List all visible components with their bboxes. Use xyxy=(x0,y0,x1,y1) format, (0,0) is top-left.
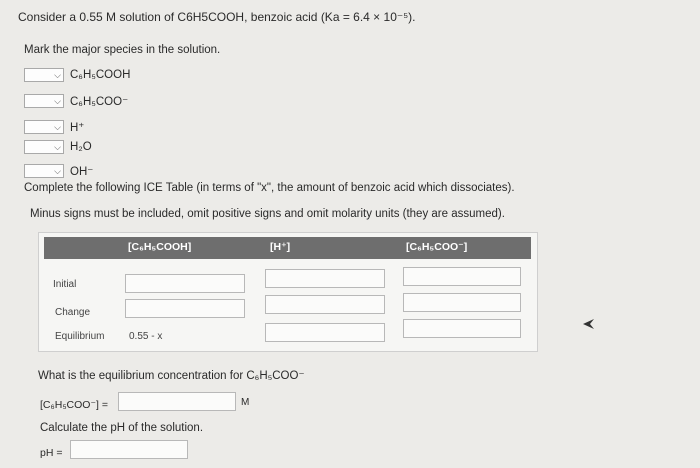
species-row-hydrogen-ion xyxy=(24,118,84,136)
species-row-benzoic-acid xyxy=(24,66,130,84)
species-select-hydrogen-ion[interactable] xyxy=(24,120,64,134)
row-label-change: Change xyxy=(55,307,91,318)
species-select-water[interactable] xyxy=(24,140,64,154)
chevron-down-icon: ⌵ xyxy=(54,70,61,80)
input-change-benzoic-acid[interactable] xyxy=(125,299,245,318)
ice-table xyxy=(38,232,538,352)
ph-input[interactable] xyxy=(70,440,188,459)
species-select-benzoate[interactable] xyxy=(24,94,64,108)
ice-instruction: Complete the following ICE Table (in terms of "x", the amount of benzoic acid which dissociates). xyxy=(24,182,515,194)
species-label: H⁺ xyxy=(70,122,85,134)
ph-answer-label: pH = xyxy=(40,447,63,459)
species-label: H₂O xyxy=(70,141,92,153)
input-change-hydrogen-ion[interactable] xyxy=(265,295,385,314)
species-label: C₆H₅COO⁻ xyxy=(70,96,129,108)
header-benzoate: [C₆H₅COO⁻] xyxy=(406,241,468,253)
species-label: OH⁻ xyxy=(70,166,94,178)
chevron-down-icon: ⌵ xyxy=(54,96,61,106)
chevron-down-icon: ⌵ xyxy=(54,166,61,176)
row-label-initial: Initial xyxy=(53,279,77,290)
benzoate-concentration-input[interactable] xyxy=(118,392,236,411)
species-row-water xyxy=(24,138,92,156)
species-row-benzoate xyxy=(24,92,128,110)
input-equilibrium-benzoate[interactable] xyxy=(403,319,521,338)
row-label-equilibrium: Equilibrium xyxy=(55,331,105,342)
equilibrium-benzoic-acid-value: 0.55 - x xyxy=(129,331,163,342)
chevron-down-icon: ⌵ xyxy=(54,142,61,152)
ph-question: Calculate the pH of the solution. xyxy=(40,422,204,434)
input-equilibrium-hydrogen-ion[interactable] xyxy=(265,323,385,342)
species-select-hydroxide[interactable] xyxy=(24,164,64,178)
species-instruction: Mark the major species in the solution. xyxy=(24,44,221,56)
header-hydrogen-ion: [H⁺] xyxy=(270,241,291,253)
species-label: C₆H₅COOH xyxy=(70,69,131,81)
question-intro: Consider a 0.55 M solution of C6H5COOH, benzoic acid (Ka = 6.4 × 10⁻⁵). xyxy=(18,10,416,24)
ice-table-header xyxy=(44,237,531,259)
input-change-benzoate[interactable] xyxy=(403,293,521,312)
equilibrium-question: What is the equilibrium concentration for C₆H₅COO⁻ xyxy=(38,370,305,382)
cursor-arrow-icon xyxy=(582,318,596,330)
ice-instruction-2: Minus signs must be included, omit positive signs and omit molarity units (they are assumed). xyxy=(30,208,505,220)
molarity-unit: M xyxy=(241,397,250,408)
input-initial-benzoate[interactable] xyxy=(403,267,521,286)
header-benzoic-acid: [C₆H₅COOH] xyxy=(128,241,192,253)
species-select-benzoic-acid[interactable] xyxy=(24,68,64,82)
benzoate-answer-label: [C₆H₅COO⁻] = xyxy=(40,399,108,411)
chevron-down-icon: ⌵ xyxy=(54,122,61,132)
input-initial-hydrogen-ion[interactable] xyxy=(265,269,385,288)
species-row-hydroxide xyxy=(24,162,93,180)
input-initial-benzoic-acid[interactable] xyxy=(125,274,245,293)
